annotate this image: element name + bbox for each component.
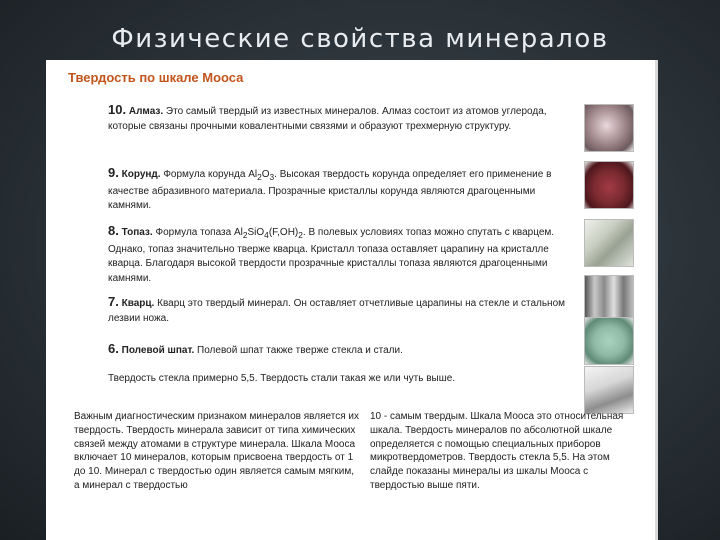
mineral-description: Это самый твердый из известных минералов. Алмаз состоит из атомов углерода, которые связаны прочными ковалентными связями и образуют трехмерную структуру. bbox=[108, 106, 547, 132]
hardness-number: 10. bbox=[108, 102, 127, 117]
intro-text-right: 10 - самым твердым. Шкала Мооса это относительная шкала. Твердость минералов по абсолютной шкале определяется с помощью специальных приборов микротвердометров. Твердость стекла 5,5. На этом слайде показаны минералы из шкалы Мооса с твердостью выше пяти. bbox=[370, 411, 624, 491]
doc-heading: Твердость по шкале Мооса bbox=[68, 70, 244, 85]
mineral-name: Алмаз. bbox=[128, 106, 164, 117]
hardness-number: 6. bbox=[108, 341, 119, 356]
slide-title: Физические свойства минералов bbox=[111, 24, 609, 54]
mineral-name: Полевой шпат. bbox=[121, 345, 195, 356]
mineral-name: Кварц. bbox=[121, 298, 155, 309]
mineral-section-quartz bbox=[108, 295, 570, 326]
quartz-photo bbox=[584, 275, 634, 323]
diamond-photo bbox=[584, 104, 634, 152]
mineral-section-topaz bbox=[108, 224, 570, 286]
hardness-number: 9. bbox=[108, 165, 119, 180]
topaz-photo bbox=[584, 219, 634, 267]
mineral-description: Кварц это твердый минерал. Он оставляет отчетливые царапины на стекле и стальном лезвии ножа. bbox=[108, 298, 566, 324]
intro-text-left: Важным диагностическим признаком минералов является их твердость. Твердость минерала зависит от типа химических связей между атомами в структуре минерала. Шкала Мооса включает 10 минералов, которым присвоена твердость от 1 до 10. Минерал с твердостью один является самым мягким, а минерал с твердостью bbox=[74, 411, 359, 491]
mineral-section-feldspar bbox=[108, 342, 570, 359]
hardness-number: 8. bbox=[108, 223, 119, 238]
mineral-section-corundum bbox=[108, 166, 570, 214]
mineral-description: Полевой шпат также тверже стекла и стали. bbox=[197, 345, 403, 356]
glass-hardness-note: Твердость стекла примерно 5,5. Твердость стали такая же или чуть выше. bbox=[108, 373, 456, 384]
mineral-name: Корунд. bbox=[121, 169, 161, 180]
hardness-number: 7. bbox=[108, 294, 119, 309]
mineral-description: Формула топаза $Al_2SiO_4(F,OH)_2$. В полевых условиях топаз можно спутать с кварцем. Однако, топаз значительно тверже кварца. Кристалл топаза оставляет царапину на кристалле кварца. Благодаря высокой твердости прозрачные кристаллы топаза являются драгоценными камнями. bbox=[108, 227, 555, 284]
glass-photo bbox=[584, 366, 634, 414]
mineral-section-diamond bbox=[108, 103, 570, 134]
page-edge bbox=[655, 60, 658, 540]
feldspar-photo bbox=[584, 317, 634, 365]
corundum-photo bbox=[584, 161, 634, 209]
mineral-description: Формула корунда $Al_2O_3$. Высокая твердость корунда определяет его применение в качестве абразивного материала. Прозрачные кристаллы корунда являются драгоценными камнями. bbox=[108, 169, 552, 211]
mineral-name: Топаз. bbox=[121, 227, 153, 238]
